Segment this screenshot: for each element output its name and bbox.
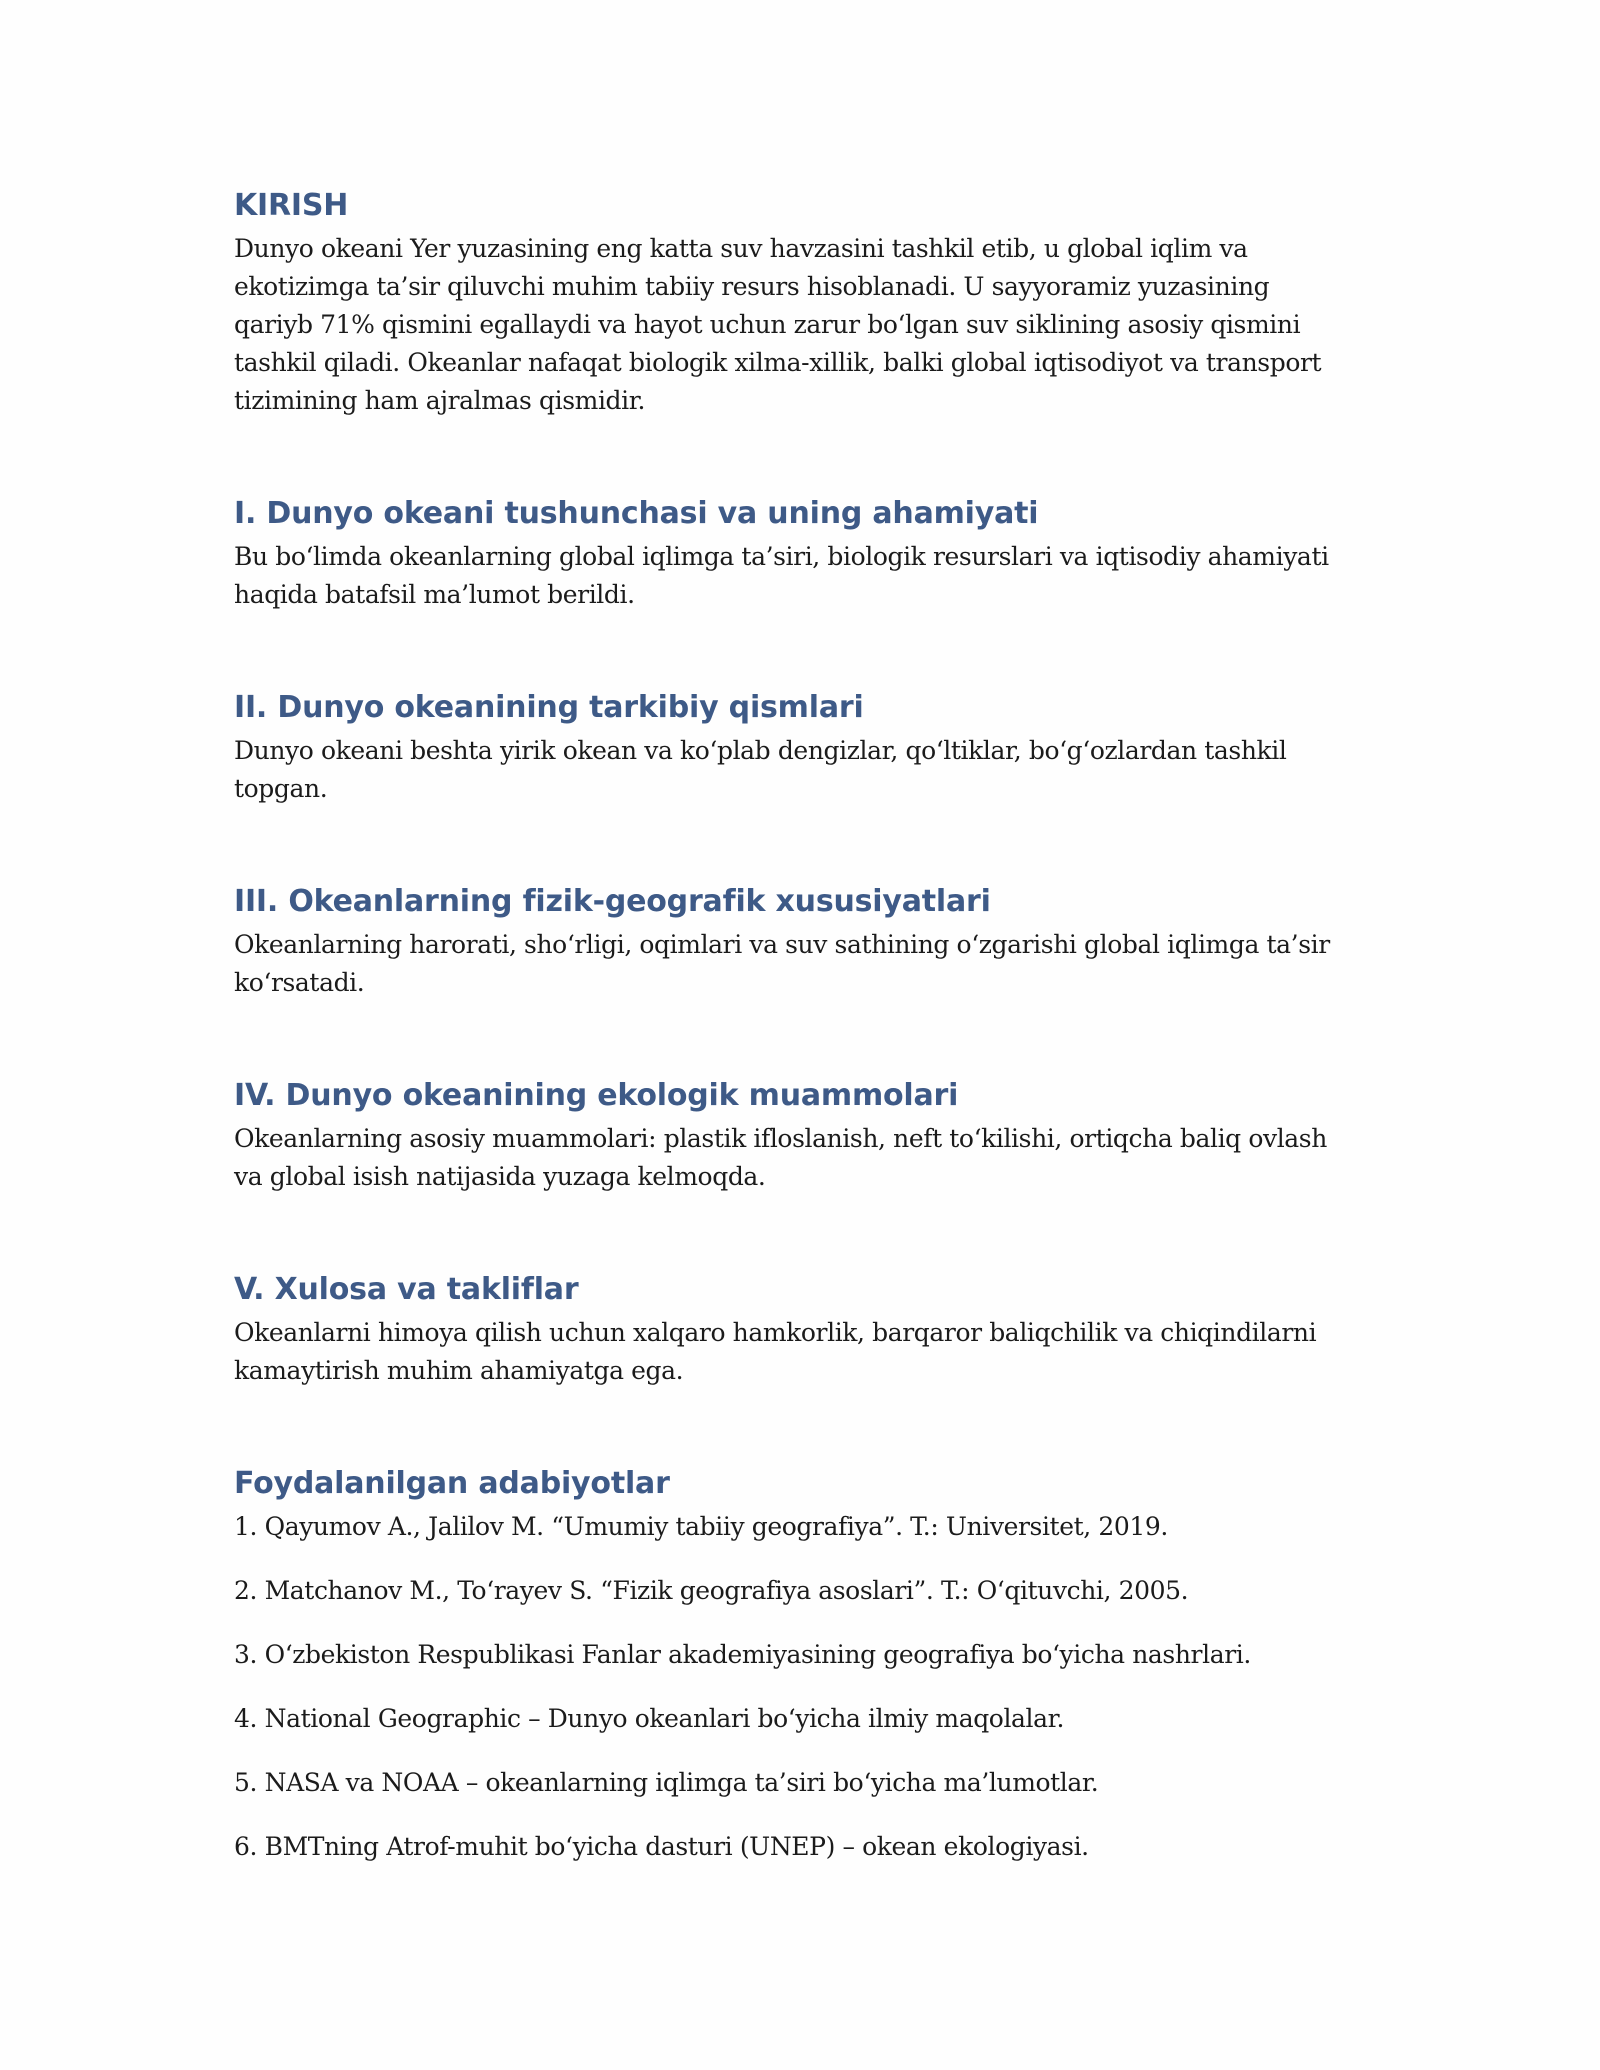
reference-item: 4. National Geographic – Dunyo okeanlari bo‘yicha ilmiy maqolalar.: [234, 1704, 1065, 1733]
section-3: [234, 882, 1354, 1002]
section-5: [234, 1270, 1354, 1390]
section-4: [234, 1076, 1354, 1196]
references-list: [234, 1508, 1354, 1866]
reference-item: 3. O‘zbekiston Respublikasi Fanlar akademiyasining geografiya bo‘yicha nashrlari.: [234, 1640, 1251, 1669]
section-5-paragraph: Okeanlarni himoya qilish uchun xalqaro hamkorlik, barqaror baliqchilik va chiqindilarni kamaytirish muhim ahamiyatga ega.: [234, 1318, 1317, 1385]
reference-item: 2. Matchanov M., To‘rayev S. “Fizik geografiya asoslari”. T.: O‘qituvchi, 2005.: [234, 1576, 1189, 1605]
section-3-paragraph: Okeanlarning harorati, sho‘rligi, oqimlari va suv sathining o‘zgarishi global iqlimga ta’sir ko‘rsatadi.: [234, 930, 1330, 997]
reference-item: 6. BMTning Atrof-muhit bo‘yicha dasturi (UNEP) – okean ekologiyasi.: [234, 1832, 1089, 1861]
document-body: [234, 186, 1354, 1866]
intro-paragraph: Dunyo okeani Yer yuzasining eng katta suv havzasini tashkil etib, u global iqlim va ekotizimga ta’sir qiluvchi muhim tabiiy resurs hisoblanadi. U sayyoramiz yuzasining qariyb 71% qismini egallaydi va hayot uchun zarur bo‘lgan suv siklining asosiy qismini tashkil qiladi. Okeanlar nafaqat biologik xilma-xillik, balki global iqtisodiyot va transport tizimining ham ajralmas qismidir.: [234, 234, 1322, 415]
references-heading: Foydalanilgan adabiyotlar: [234, 1466, 670, 1501]
intro-section: [234, 186, 1354, 420]
references-section: [234, 1464, 1354, 1866]
section-1: [234, 494, 1354, 614]
section-2-heading: II. Dunyo okeanining tarkibiy qismlari: [234, 690, 864, 725]
section-3-heading: III. Okeanlarning fizik-geografik xususiyatlari: [234, 884, 991, 919]
section-1-paragraph: Bu bo‘limda okeanlarning global iqlimga ta’siri, biologik resurslari va iqtisodiy ahamiyati haqida batafsil ma’lumot berildi.: [234, 542, 1329, 609]
reference-item: 5. NASA va NOAA – okeanlarning iqlimga ta’siri bo‘yicha ma’lumotlar.: [234, 1768, 1099, 1797]
section-4-heading: IV. Dunyo okeanining ekologik muammolari: [234, 1078, 959, 1113]
reference-item: 1. Qayumov A., Jalilov M. “Umumiy tabiiy geografiya”. T.: Universitet, 2019.: [234, 1512, 1168, 1541]
intro-heading: KIRISH: [234, 188, 349, 223]
section-1-heading: I. Dunyo okeani tushunchasi va uning ahamiyati: [234, 496, 1039, 531]
section-5-heading: V. Xulosa va takliflar: [234, 1272, 579, 1307]
section-2: [234, 688, 1354, 808]
section-2-paragraph: Dunyo okeani beshta yirik okean va ko‘plab dengizlar, qo‘ltiklar, bo‘g‘ozlardan tashkil topgan.: [234, 736, 1287, 803]
section-4-paragraph: Okeanlarning asosiy muammolari: plastik ifloslanish, neft to‘kilishi, ortiqcha baliq ovlash va global isish natijasida yuzaga kelmoqda.: [234, 1124, 1327, 1191]
